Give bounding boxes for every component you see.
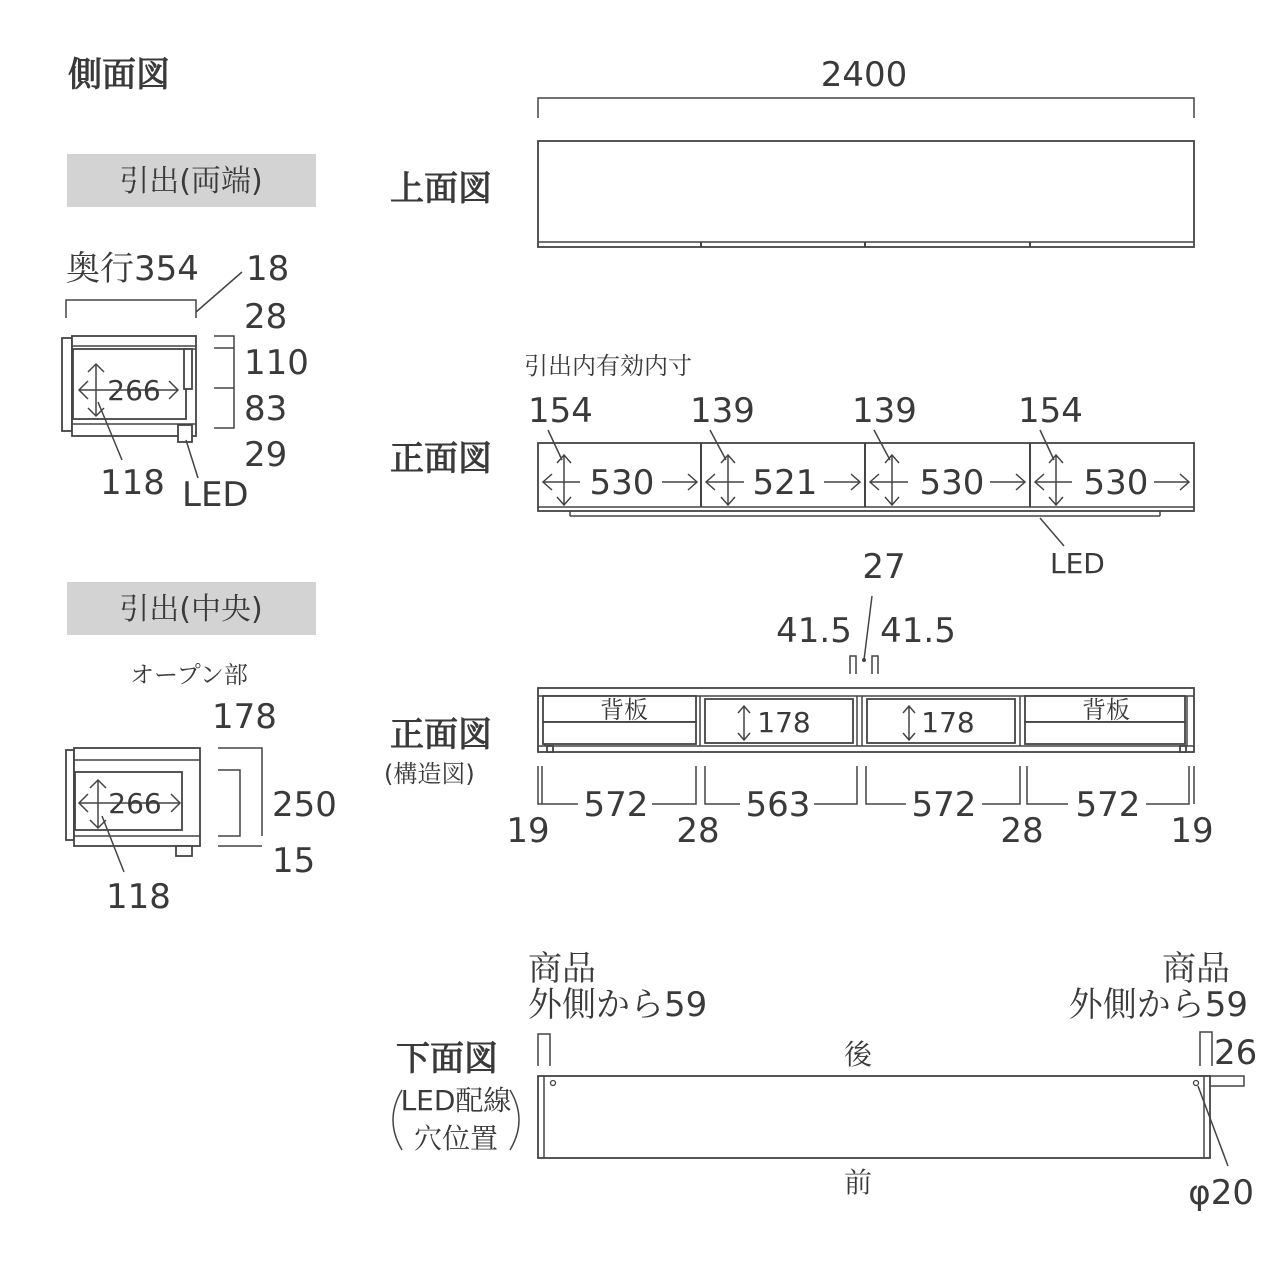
structure-gap-3: 28 (1000, 811, 1044, 851)
front-led-label: LED (1050, 547, 1105, 580)
dim-118-center: 118 (106, 877, 171, 917)
led-leader (186, 440, 198, 478)
structure-panel-2-label: 178 (757, 706, 811, 739)
dim-15: 15 (272, 841, 316, 881)
structure-top-left-41-5: 41.5 (776, 611, 852, 651)
structure-panel-3-label: 178 (921, 706, 975, 739)
front-led-leader (1040, 518, 1064, 546)
structure-gap-1: 19 (506, 811, 550, 851)
structure-width-4: 572 (1075, 785, 1141, 825)
bottom-front-label: 前 (843, 1166, 873, 1199)
bottom-back-label: 後 (843, 1038, 873, 1071)
structure-view (384, 547, 1214, 851)
structure-top-27: 27 (862, 547, 906, 587)
front-width-3: 530 (919, 463, 985, 503)
bottom-left-note-1: 商品 (528, 949, 596, 989)
side-view-title: 側面図 (68, 55, 170, 95)
drawer-ends-height-dims (214, 336, 234, 428)
structure-gap-4: 19 (1170, 811, 1214, 851)
bottom-right-note-2: 外側から59 (1068, 985, 1248, 1025)
structure-width-3: 572 (911, 785, 977, 825)
dim-18: 18 (246, 249, 290, 289)
bottom-dim-26: 26 (1214, 1033, 1258, 1073)
top-width-2400: 2400 (820, 55, 908, 95)
front-width-1: 530 (589, 463, 655, 503)
drawer-ends-section (62, 154, 316, 515)
bottom-left-note-2: 外側から59 (528, 985, 708, 1025)
structure-view-subtitle: (構造図) (384, 760, 475, 788)
top-view (390, 55, 1194, 247)
drawer-center-height-dims (218, 748, 262, 846)
structure-panel-1-label: 背板 (600, 696, 648, 724)
bottom-hole-label: φ20 (1188, 1173, 1254, 1213)
top-view-outline (538, 141, 1194, 247)
front-height-4: 154 (1018, 391, 1083, 431)
structure-view-title: 正面図 (390, 715, 492, 755)
drawer-ends-inner-266: 266 (107, 374, 161, 407)
bottom-left-offset-dim (538, 1034, 550, 1066)
bottom-note-line2: 穴位置 (413, 1122, 499, 1155)
top-view-title: 上面図 (390, 169, 492, 209)
front-height-1: 154 (528, 391, 593, 431)
front-width-4: 530 (1083, 463, 1149, 503)
bottom-right-note-1: 商品 (1162, 949, 1230, 989)
drawer-center-label: 引出(中央) (119, 592, 263, 627)
dim-29: 29 (244, 435, 288, 475)
dim-83: 83 (244, 389, 288, 429)
dim-118: 118 (100, 463, 165, 503)
dim-18-leader (196, 272, 242, 312)
led-label-side: LED (182, 475, 249, 515)
structure-27-leader (864, 596, 872, 660)
drawer-ends-label: 引出(両端) (119, 164, 263, 199)
structure-width-2: 563 (745, 785, 811, 825)
drawer-center-inner-266: 266 (108, 787, 162, 820)
front-view-title: 正面図 (390, 439, 492, 479)
depth-dim-line (66, 300, 196, 318)
structure-gap-2: 28 (676, 811, 720, 851)
bottom-view (393, 949, 1257, 1213)
bottom-view-title: 下面図 (396, 1039, 498, 1079)
front-view (390, 352, 1194, 580)
dim-110: 110 (244, 343, 309, 383)
open-section-label: オープン部 (130, 661, 248, 689)
bottom-note-line1: LED配線 (400, 1084, 512, 1117)
top-width-dim-line (538, 98, 1194, 118)
inner-dim-label: 引出内有効内寸 (524, 352, 692, 380)
bottom-right-offset-dim (1200, 1032, 1212, 1066)
front-height-2: 139 (690, 391, 755, 431)
dim-250: 250 (272, 785, 337, 825)
structure-top-right-41-5: 41.5 (880, 611, 956, 651)
bottom-view-outline (538, 1076, 1210, 1158)
structure-panel-4-label: 背板 (1082, 696, 1130, 724)
drawer-center-section (66, 582, 337, 917)
front-width-2: 521 (752, 463, 818, 503)
dim-28: 28 (244, 297, 288, 337)
depth-label: 奥行354 (66, 249, 199, 289)
front-height-3: 139 (852, 391, 917, 431)
dim-178-side: 178 (212, 697, 277, 737)
structure-width-1: 572 (583, 785, 649, 825)
